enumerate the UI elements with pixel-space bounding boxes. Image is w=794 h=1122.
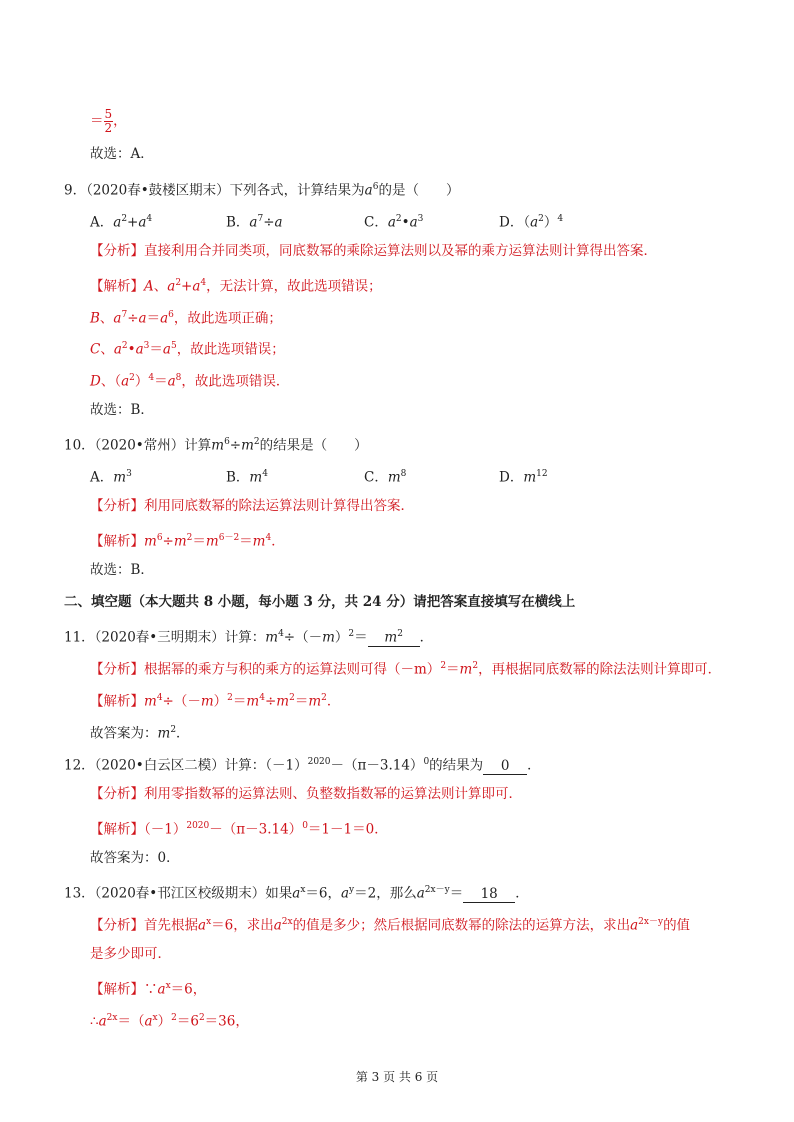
q13-solution-2: $\therefore a^{2x}=(a^x)^2=6^2=36$， (90, 1013, 249, 1030)
q10-stem: 10．（2020•常州）计算$m^6\div m^2$的结果是（ ） (64, 437, 368, 454)
q9-choose: 故选：B． (90, 402, 154, 418)
page-footer: 第 3 页 共 6 页 (355, 1070, 439, 1084)
answer-blank: 18 (463, 886, 515, 903)
q9-option-b: B．$a^7\div a$ (226, 214, 283, 231)
q9-solution-b: B、$a^7\div a=a^6$，故此选项正确； (90, 310, 282, 327)
prev-choose: 故选：A． (90, 146, 154, 162)
section-title: 二、填空题（本大题共 8 小题，每小题 3 分，共 24 分）请把答案直接填写在横线上 (64, 594, 576, 610)
q12-analysis: 【分析】利用零指数幂的运算法则、负整数指数幂的运算法则计算即可． (90, 786, 522, 802)
q12-stem: 12．（2020•白云区二模）计算：$(-1)^{2020}-(\pi-3.14)^0$的结果为 0 ． (64, 757, 541, 774)
q11-solution: 【解析】$m^4\div(-m)^2=m^4\div m^2=m^2$． (90, 693, 341, 710)
q13-stem: 13．（2020春•邗江区校级期末）如果$a^x=6$，$a^y=2$，那么$a^{2x-y}= 18$ ． (64, 885, 529, 902)
q12-solution: 【解析】$(-1)^{2020}-(\pi-3.14)^0=1-1=0$． (90, 821, 388, 838)
q9-solution-a: 【解析】A、$a^2+a^4$，无法计算，故此选项错误； (90, 278, 382, 295)
q10-choose: 故选：B． (90, 562, 154, 578)
q13-analysis-cont: 是多少即可． (90, 946, 171, 962)
q11-answer: 故答案为：$m^2$． (90, 725, 190, 742)
q13-solution-1: 【解析】$\because a^x=6$， (90, 981, 207, 998)
q11-analysis: 【分析】根据幂的乘方与积的乘方的运算法则可得$(-m)^2=m^2$，再根据同底数幂的除法法则计算即可． (90, 661, 722, 678)
q9-stem: 9．（2020春•鼓楼区期末）下列各式，计算结果为$a^6$的是（ ） (64, 182, 460, 199)
q10-option-b: B．$m^4$ (226, 469, 268, 486)
q9-solution-d: D、$(a^2)^4=a^8$，故此选项错误． (90, 373, 290, 390)
prev-result-line: ＝ $\frac{5}{2}$ ， (90, 107, 127, 135)
fraction: $\frac{5}{2}$ (104, 107, 113, 135)
q10-option-d: D．$m^{12}$ (499, 469, 548, 486)
q9-solution-c: C、$a^2•a^3=a^5$，故此选项错误； (90, 341, 285, 358)
answer-blank: 0 (483, 758, 527, 775)
q9-option-d: D．$(a^2)^4$ (499, 214, 564, 231)
q10-solution: 【解析】$m^6\div m^2=m^{6-2}=m^4$． (90, 533, 285, 550)
q11-stem: 11．（2020春•三明期末）计算：$m^4\div(-m)^2= m^2$ ． (64, 625, 433, 647)
q9-analysis: 【分析】直接利用合并同类项，同底数幂的乘除运算法则以及幂的乘方运算法则计算得出答案． (90, 243, 657, 259)
q12-answer: 故答案为：0． (90, 850, 180, 866)
q13-analysis: 【分析】首先根据$a^x=6$，求出$a^{2x}$的值是多少；然后根据同底数幂的除法的运算方法，求出$a^{2x-y}$的值 (90, 917, 691, 934)
q10-option-c: C．$m^8$ (364, 469, 407, 486)
q10-analysis: 【分析】利用同底数幂的除法运算法则计算得出答案． (90, 498, 414, 514)
answer-blank: $m^2$ (368, 626, 420, 647)
q9-option-c: C．$a^2•a^3$ (364, 214, 424, 231)
q9-option-a: A．$a^2+a^4$ (90, 214, 153, 231)
q10-option-a: A．$m^3$ (90, 469, 132, 486)
